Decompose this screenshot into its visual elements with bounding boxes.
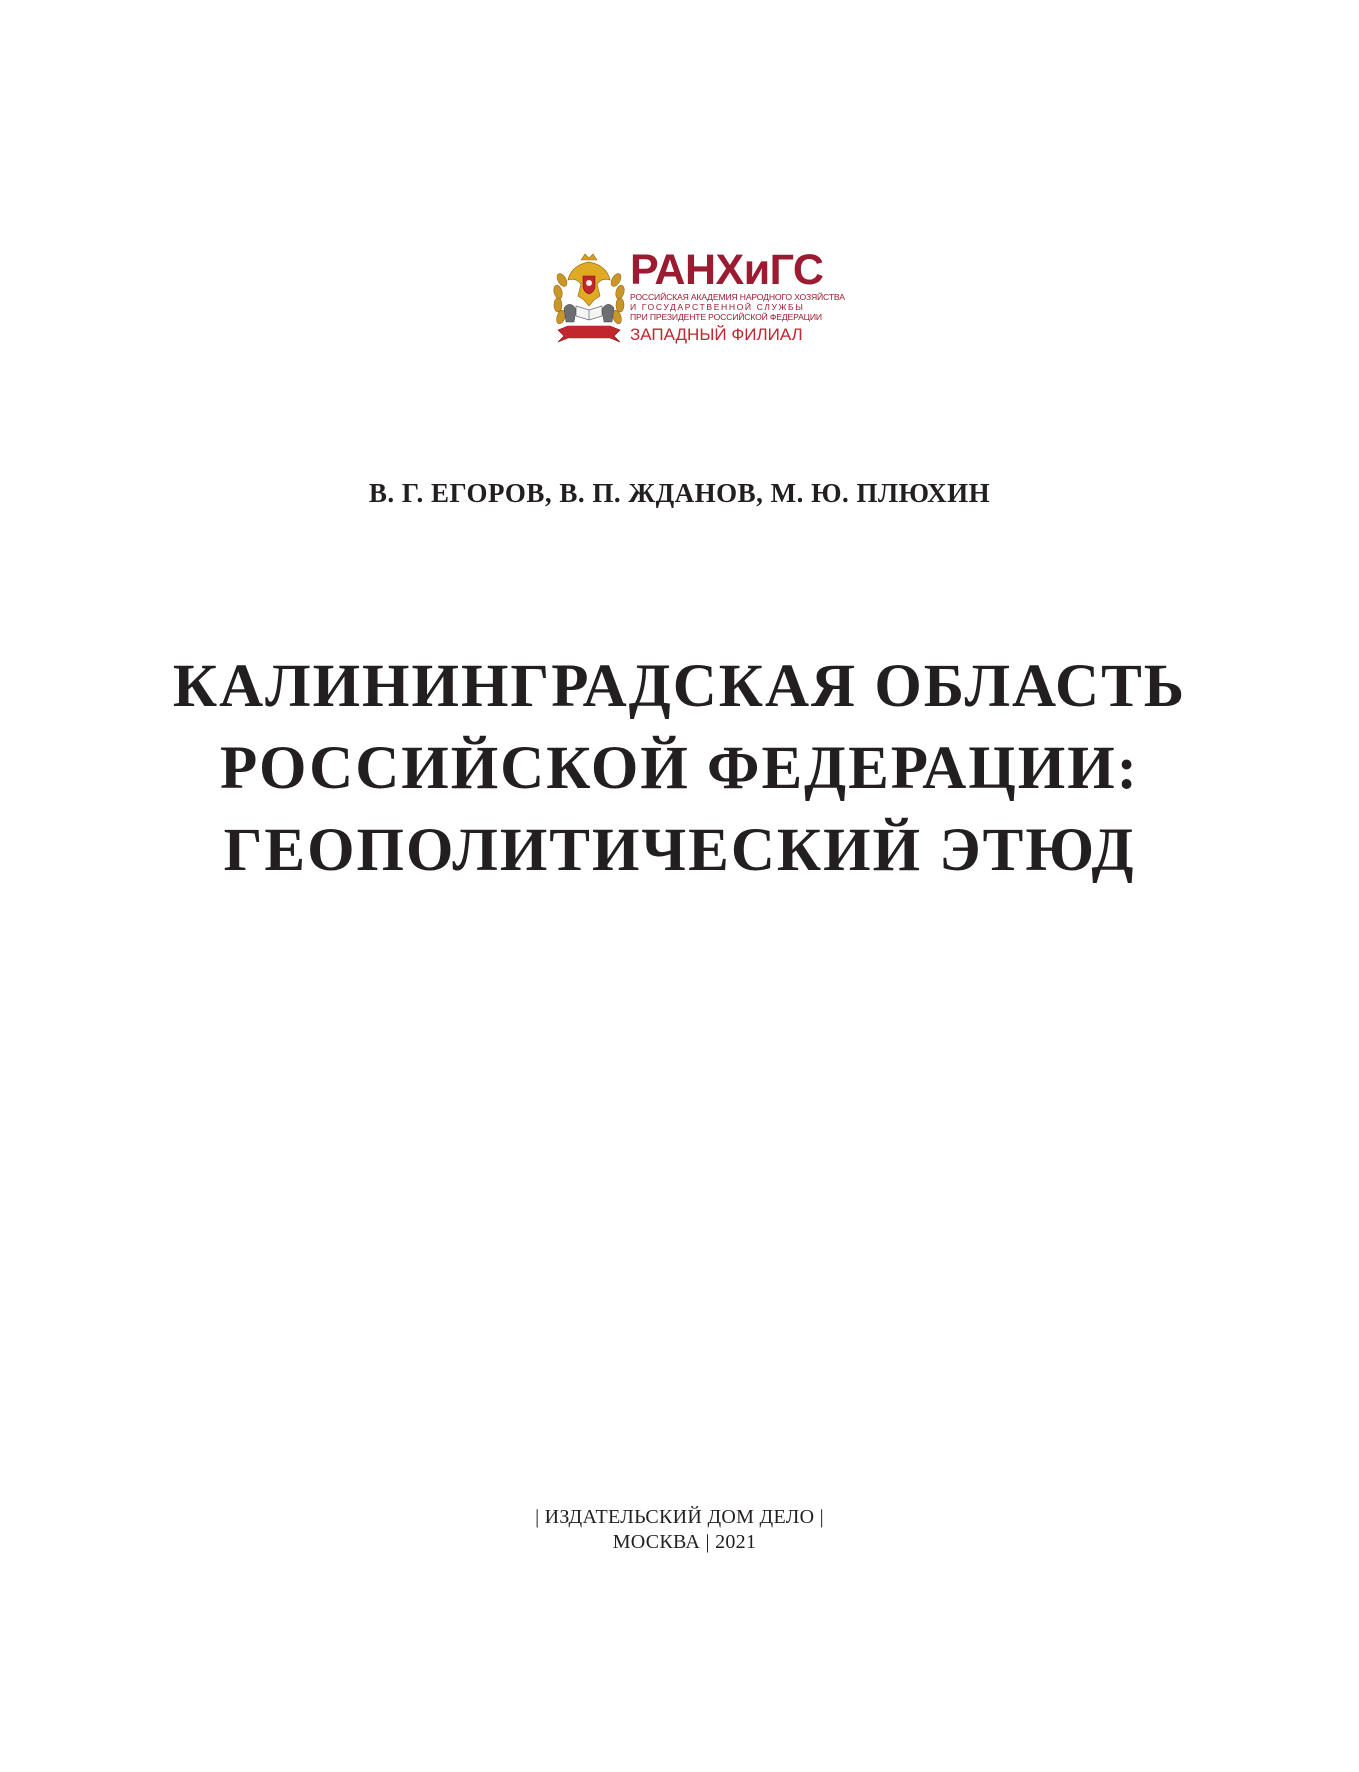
branch-name: ЗАПАДНЫЙ ФИЛИАЛ xyxy=(630,325,803,344)
publisher-name: | ИЗДАТЕЛЬСКИЙ ДОМ ДЕЛО | xyxy=(535,1506,824,1528)
authors: В. Г. ЕГОРОВ, В. П. ЖДАНОВ, М. Ю. ПЛЮХИН xyxy=(368,478,991,508)
publisher-info xyxy=(0,1505,1359,1555)
title-line-2: РОССИЙСКОЙ ФЕДЕРАЦИИ: xyxy=(220,735,1139,802)
book-title xyxy=(0,646,1359,892)
brand-name: РАНХиГС xyxy=(630,246,824,294)
institution-logo xyxy=(548,246,845,354)
logo-text-block xyxy=(630,246,845,345)
coat-of-arms-emblem-icon xyxy=(548,250,630,350)
publication-place-year: МОСКВА | 2021 xyxy=(612,1531,757,1553)
brand-subtitle-line3: ПРИ ПРЕЗИДЕНТЕ РОССИЙСКОЙ ФЕДЕРАЦИИ xyxy=(630,312,822,322)
title-line-1: КАЛИНИНГРАДСКАЯ ОБЛАСТЬ xyxy=(172,653,1187,720)
title-line-3: ГЕОПОЛИТИЧЕСКИЙ ЭТЮД xyxy=(223,817,1136,884)
brand-subtitle-line1: РОССИЙСКАЯ АКАДЕМИЯ НАРОДНОГО ХОЗЯЙСТВА xyxy=(630,292,845,302)
brand-subtitle-line2: И ГОСУДАРСТВЕННОЙ СЛУЖБЫ xyxy=(630,302,805,312)
